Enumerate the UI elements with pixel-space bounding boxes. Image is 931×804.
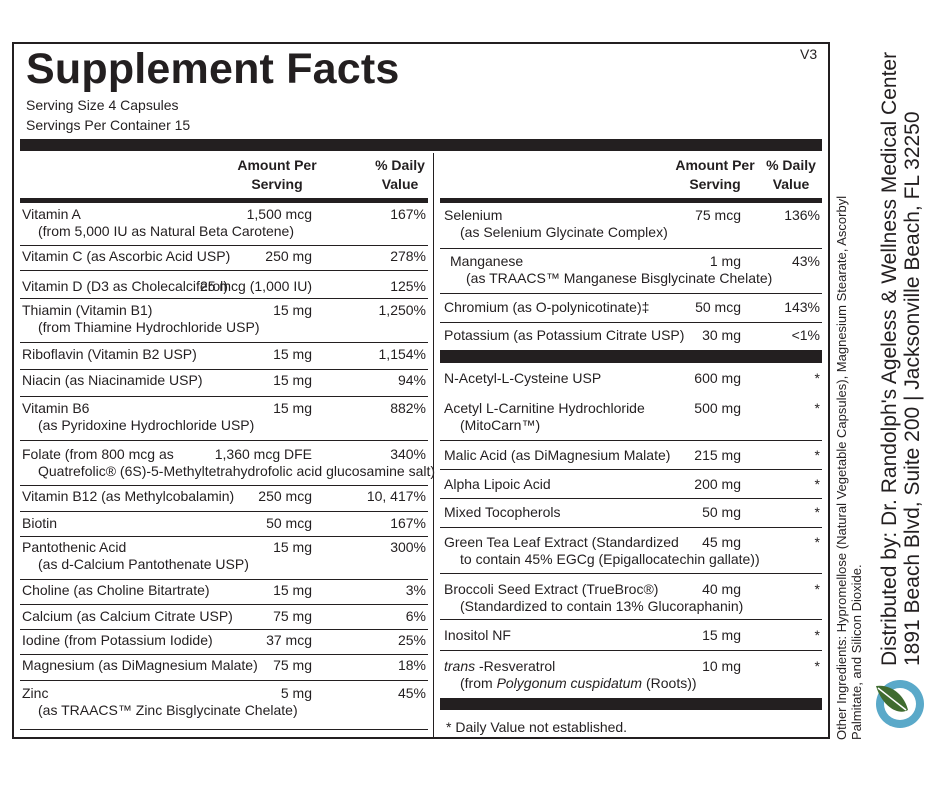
dv-header-line2: Value: [772, 176, 810, 192]
row-divider: [440, 619, 822, 620]
nutrient-source: (from 5,000 IU as Natural Beta Carotene): [38, 223, 295, 239]
amount-per-serving: 215 mg: [694, 447, 741, 463]
row-divider: [20, 729, 428, 730]
nutrient-name: Iodine (from Potassium Iodide): [22, 632, 213, 648]
dv-header-line1: % Daily: [766, 157, 816, 173]
amount-per-serving: 37 mcg: [266, 632, 312, 648]
row-divider: [20, 680, 428, 681]
nutrient-name: Selenium: [444, 207, 503, 223]
row-divider: [20, 396, 428, 397]
row-divider: [440, 498, 822, 499]
nutrient-name: Vitamin D (D3 as Cholecalciferol): [22, 278, 228, 294]
footnote-bar: [440, 698, 822, 710]
amount-per-serving: 250 mcg: [258, 488, 312, 504]
left-header-rule: [20, 198, 428, 203]
row-divider: [20, 245, 428, 246]
nutrient-name: Vitamin B6: [22, 400, 90, 416]
amount-header-line2: Serving: [251, 176, 303, 192]
column-divider: [433, 153, 434, 739]
nutrient-source-part: (Roots)): [642, 675, 697, 691]
nutrient-name: Riboflavin (Vitamin B2 USP): [22, 346, 197, 362]
percent-daily-value: *: [814, 476, 820, 492]
amount-per-serving: 75 mcg: [695, 207, 741, 223]
row-divider: [440, 573, 822, 574]
right-header-rule: [440, 198, 822, 203]
nutrient-name: N-Acetyl-L-Cysteine USP: [444, 370, 602, 386]
percent-daily-value: 18%: [397, 657, 426, 673]
nutrient-name: Choline (as Choline Bitartrate): [22, 582, 210, 598]
nutrient-name: Alpha Lipoic Acid: [444, 476, 551, 492]
amount-per-serving: 50 mcg: [266, 515, 312, 531]
amount-per-serving: 40 mg: [702, 581, 741, 597]
nutrient-source: (as TRAACS™ Manganese Bisglycinate Chelate): [466, 270, 773, 286]
percent-daily-value: 167%: [390, 515, 426, 531]
percent-daily-value: 94%: [397, 372, 426, 388]
amount-per-serving: 75 mg: [273, 608, 312, 624]
percent-daily-value: *: [814, 534, 820, 550]
dv-header-line2: Value: [381, 176, 419, 192]
dv-header-line1: % Daily: [375, 157, 425, 173]
amount-per-serving: 45 mg: [702, 534, 741, 550]
percent-daily-value: 1,154%: [378, 346, 426, 362]
percent-daily-value: *: [814, 581, 820, 597]
amount-per-serving: 15 mg: [273, 539, 312, 555]
percent-daily-value: 125%: [390, 278, 426, 294]
row-divider: [440, 322, 822, 323]
percent-daily-value: *: [814, 370, 820, 386]
amount-per-serving: 600 mg: [694, 370, 741, 386]
row-divider: [440, 527, 822, 528]
nutrient-name: Pantothenic Acid: [22, 539, 127, 555]
row-divider: [20, 511, 428, 512]
row-divider: [20, 369, 428, 370]
row-divider: [440, 469, 822, 470]
nutrient-name: Calcium (as Calcium Citrate USP): [22, 608, 233, 624]
row-divider: [20, 579, 428, 580]
amount-per-serving: 500 mg: [694, 400, 741, 416]
percent-daily-value: 882%: [390, 400, 426, 416]
nutrient-name: Acetyl L-Carnitine Hydrochloride: [444, 400, 645, 416]
nutrient-name: Vitamin A: [22, 206, 81, 222]
amount-per-serving: 25 mcg (1,000 IU): [199, 278, 312, 294]
amount-per-serving: 1,500 mcg: [246, 206, 312, 222]
row-divider: [20, 536, 428, 537]
percent-daily-value: 143%: [784, 299, 820, 315]
other-ingredients: [834, 196, 864, 740]
version-label: V3: [800, 46, 818, 62]
nutrient-name: Magnesium (as DiMagnesium Malate): [22, 657, 258, 673]
amount-per-serving: 15 mg: [273, 582, 312, 598]
amount-per-serving: 15 mg: [273, 346, 312, 362]
nutrient-name: Chromium (as O-polynicotinate)‡: [444, 299, 650, 315]
panel-title: Supplement Facts: [26, 45, 400, 93]
percent-daily-value: 340%: [390, 446, 426, 462]
percent-daily-value: *: [814, 627, 820, 643]
daily-value-footnote: * Daily Value not established.: [446, 719, 628, 735]
percent-daily-value: *: [814, 400, 820, 416]
nutrient-source: Quatrefolic® (6S)-5-Methyltetrahydrofolic acid glucosamine salt): [38, 463, 436, 479]
nutrient-name: Niacin (as Niacinamide USP): [22, 372, 203, 388]
row-divider: [20, 298, 428, 299]
other-ingredients-line2: Palmitate, and Silicon Dioxide.: [849, 564, 864, 740]
row-divider: [20, 654, 428, 655]
nutrient-name-italic: trans: [444, 658, 476, 674]
row-divider: [20, 440, 428, 441]
percent-daily-value: 25%: [397, 632, 426, 648]
nutrient-source: (MitoCarn™): [460, 417, 541, 433]
right-amount-header: [660, 156, 770, 194]
nutrient-name: Inositol NF: [444, 627, 511, 643]
amount-header-line1: Amount Per: [675, 157, 755, 173]
amount-header-line1: Amount Per: [237, 157, 317, 173]
nutrient-name: Green Tea Leaf Extract (Standardized: [444, 534, 679, 550]
amount-per-serving: 15 mg: [702, 627, 741, 643]
amount-header-line2: Serving: [689, 176, 741, 192]
percent-daily-value: 6%: [405, 608, 426, 624]
left-amount-header: [220, 156, 334, 194]
percent-daily-value: 45%: [397, 685, 426, 701]
percent-daily-value: 136%: [784, 207, 820, 223]
distributor-line1: Distributed by: Dr. Randolph's Ageless & Wellness Medical Center: [878, 51, 901, 666]
amount-per-serving: 15 mg: [273, 302, 312, 318]
nutrient-name: Vitamin C (as Ascorbic Acid USP): [22, 248, 231, 264]
nutrient-name: [444, 658, 555, 675]
row-divider: [20, 270, 428, 271]
nutrient-name: Folate (from 800 mcg as: [22, 446, 174, 462]
amount-per-serving: 15 mg: [273, 372, 312, 388]
percent-daily-value: 43%: [791, 253, 820, 269]
nutrient-name: Malic Acid (as DiMagnesium Malate): [444, 447, 671, 463]
percent-daily-value: 278%: [390, 248, 426, 264]
amount-per-serving: 5 mg: [280, 685, 312, 701]
amount-per-serving: 75 mg: [273, 657, 312, 673]
distributor-info: [878, 52, 924, 666]
row-divider: [20, 604, 428, 605]
amount-per-serving: 200 mg: [694, 476, 741, 492]
distributor-line2: 1891 Beach Blvd, Suite 200 | Jacksonville Beach, FL 32250: [901, 111, 924, 666]
nutrient-source: (as Pyridoxine Hydrochloride USP): [38, 417, 255, 433]
percent-daily-value: 3%: [405, 582, 426, 598]
other-ingredients-line1: Other Ingredients: Hypromellose (Natural Vegetable Capsules), Magnesium Stearate, Ascorbyl: [834, 195, 849, 740]
amount-per-serving: 250 mg: [265, 248, 312, 264]
percent-daily-value: 1,250%: [378, 302, 426, 318]
left-dv-header: [362, 156, 438, 194]
row-divider: [440, 293, 822, 294]
nutrient-name: Vitamin B12 (as Methylcobalamin): [22, 488, 235, 504]
nutrient-name: Broccoli Seed Extract (TrueBroc®): [444, 581, 659, 597]
percent-daily-value: 10, 417%: [366, 488, 426, 504]
nutrient-source-part: (from: [460, 675, 497, 691]
nutrient-source: (as d-Calcium Pantothenate USP): [38, 556, 249, 572]
servings-per-container: Servings Per Container 15: [26, 117, 191, 133]
nutrient-source: to contain 45% EGCg (Epigallocatechin gallate)): [460, 551, 760, 567]
amount-per-serving: 30 mg: [702, 327, 741, 343]
row-divider: [440, 650, 822, 651]
percent-daily-value: 167%: [390, 206, 426, 222]
right-section-bar: [440, 351, 822, 363]
nutrient-name: Zinc: [22, 685, 49, 701]
nutrient-source: (as Selenium Glycinate Complex): [460, 224, 668, 240]
row-divider: [440, 440, 822, 441]
header-thick-bar: [20, 139, 822, 151]
nutrient-name: Thiamin (Vitamin B1): [22, 302, 153, 318]
nutrient-source: (from Thiamine Hydrochloride USP): [38, 319, 260, 335]
amount-per-serving: 10 mg: [702, 658, 741, 674]
amount-per-serving: 1,360 mcg DFE: [214, 446, 312, 462]
nutrient-source: [460, 675, 697, 692]
amount-per-serving: 1 mg: [709, 253, 741, 269]
leaf-logo-icon: [870, 676, 924, 730]
nutrient-source-part: Polygonum cuspidatum: [496, 675, 643, 691]
row-divider: [20, 485, 428, 486]
row-divider: [20, 342, 428, 343]
nutrient-name: Manganese: [450, 253, 524, 269]
percent-daily-value: *: [814, 658, 820, 674]
amount-per-serving: 15 mg: [273, 400, 312, 416]
percent-daily-value: 300%: [390, 539, 426, 555]
row-divider: [20, 629, 428, 630]
amount-per-serving: 50 mcg: [695, 299, 741, 315]
nutrient-name: Potassium (as Potassium Citrate USP): [444, 327, 685, 343]
row-divider: [440, 248, 822, 249]
nutrient-source: (as TRAACS™ Zinc Bisglycinate Chelate): [38, 702, 298, 718]
percent-daily-value: *: [814, 447, 820, 463]
percent-daily-value: *: [814, 504, 820, 520]
nutrient-source: (Standardized to contain 13% Glucoraphanin): [460, 598, 744, 614]
serving-size: Serving Size 4 Capsules: [26, 97, 179, 113]
right-dv-header: [756, 156, 826, 194]
nutrient-name-rest: -Resveratrol: [475, 658, 556, 674]
nutrient-name: Mixed Tocopherols: [444, 504, 561, 520]
percent-daily-value: <1%: [791, 327, 820, 343]
nutrient-name: Biotin: [22, 515, 58, 531]
amount-per-serving: 50 mg: [702, 504, 741, 520]
